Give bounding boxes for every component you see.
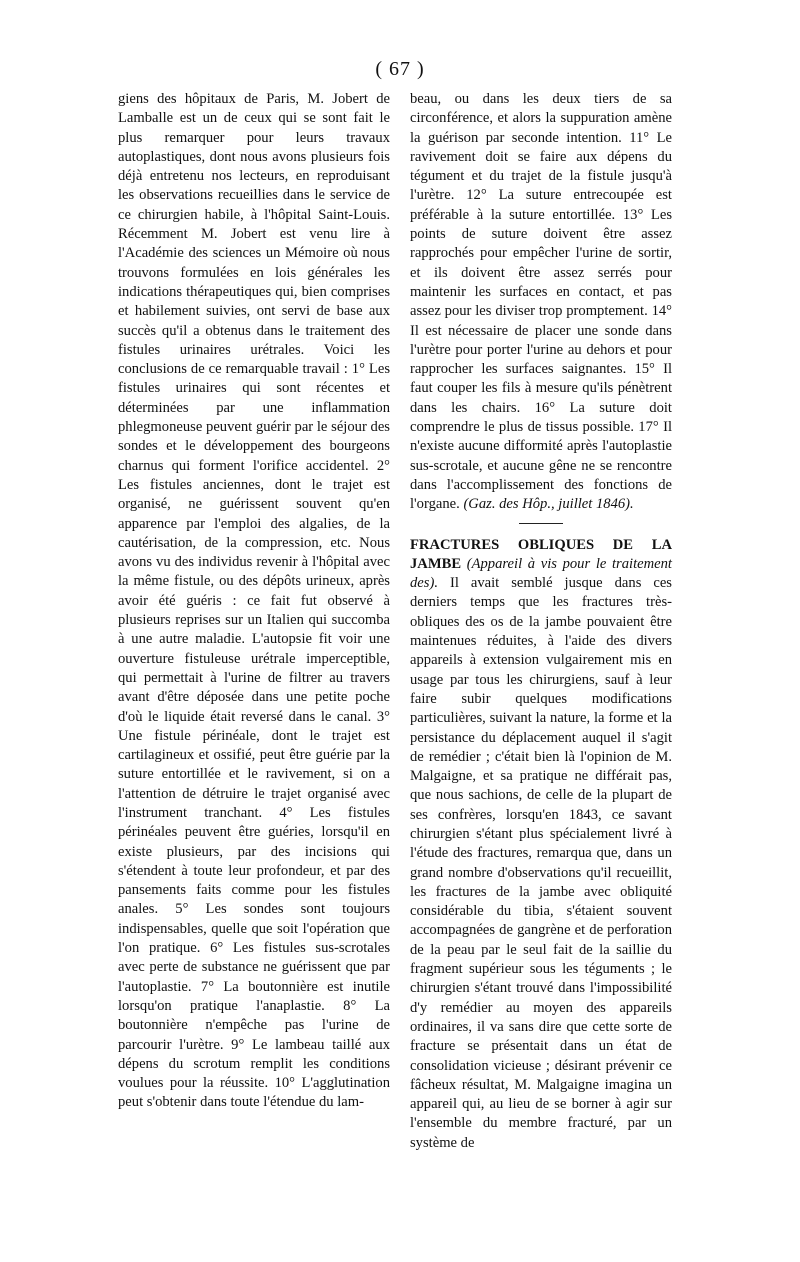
- right-column: [410, 90, 672, 1153]
- section-divider: [519, 523, 563, 524]
- citation: (Gaz. des Hôp., juillet 1846).: [463, 496, 634, 513]
- page-number: ( 67 ): [375, 58, 425, 80]
- right-column-top-paragraph: [410, 90, 672, 515]
- left-column-text: giens des hôpitaux de Paris, M. Jobert de Lamballe est un de ceux qui se sont fait le plus remarquer pour leurs travaux autoplastiques, dont nous avons plusieurs fois déjà entretenu nos lecteurs, en reproduisant les observations recueillies dans le service de ce chirurgien habile, à l'hôpital Saint-Louis. Récemment M. Jobert est venu lire à l'Académie des sciences un Mémoire où nous trouvons formulées en lois générales les indications thérapeutiques qui, bien comprises et habilement suivies, ont servi de base aux succès qu'il a obtenus dans le traitement des fistules urinaires urétrales. Voici les conclusions de ce remarquable travail : 1° Les fistules urinaires qui sont récentes et déterminées par une inflammation phlegmoneuse peuvent guérir par le séjour des sondes et le développement des bourgeons charnus qui forment l'orifice accidentel. 2° Les fistules anciennes, dont le trajet est organisé, ne guérissent souvent qu'en apparence par l'emploi des algalies, de la cautérisation, de la compression, etc. Nous avons vu des individus revenir à l'hôpital avec la même fistule, ou des dépôts urineux, après avoir été guéris : ce fait fut observé à plusieurs reprises sur un Italien qui succomba à une autre maladie. L'autopsie fit voir une ouverture fistuleuse urétrale imperceptible, qui permettait à l'urine de filtrer au travers avant d'être déposée dans une petite poche d'où le liquide était reversé dans le canal. 3° Une fistule périnéale, dont le trajet est cartilagineux et ossifié, peut être guérie par la suture entortillée et le ravivement, si on a l'attention de détruire le trajet organisé avec l'instrument tranchant. 4° Les fistules périnéales peuvent être guéries, lorsqu'il en existe plusieurs, par des incisions qui s'étendent à toute leur profondeur, et par des pansements faits comme pour les fistules anales. 5° Les sondes sont toujours indispensables, quelle que soit l'opération que l'on pratique. 6° Les fistules sus-scrotales avec perte de substance ne guérissent que par l'autoplastie. 7° La boutonnière est inutile lorsqu'on pratique l'anaplastie. 8° La boutonnière n'empêche pas l'urine de parcourir l'urètre. 9° Le lambeau taillé aux dépens du scrotum remplit les conditions voulues pour la réussite. 10° L'agglutination peut s'obtenir dans toute l'étendue du lam-: [118, 91, 390, 1111]
- left-column: [118, 90, 390, 1113]
- section-paragraph: [410, 536, 672, 1154]
- section-heading-title: FRACTURES OBLIQUES DE LA JAMBE: [410, 536, 672, 572]
- right-column-top-text: beau, ou dans les deux tiers de sa circonférence, et alors la suppuration amène la guérison par seconde intention. 11° Le ravivement doit se faire aux dépens du tégument et du trajet de la fistule jusqu'à l'urètre. 12° La suture entrecoupée est préférable à la suture entortillée. 13° Les points de suture doivent être assez rapprochés pour empêcher l'urine de sortir, et ils doivent être assez serrés pour maintenir les surfaces en contact, et pas assez pour les diviser trop promptement. 14° Il est nécessaire de placer une sonde dans l'urètre pour porter l'urine au dehors et pour rapprocher les surfaces saignantes. 15° Il faut couper les fils à mesure qu'ils pénètrent dans les chairs. 16° La suture doit comprendre le plus de tissus possible. 17° Il n'existe aucune difformité après l'autoplastie sus-scrotale, et aucune gêne ne se rencontre dans l'accomplissement des fonctions de l'organe.: [410, 91, 672, 513]
- section-body-text: Il avait semblé jusque dans ces derniers temps que les fractures très-obliques des os de la jambe pouvaient être maintenues réduites, à l'aide des divers appareils à extension vulgairement mis en usage par tous les chirurgiens, sauf à leur faire subir quelques modifications particulières, suivant la nature, la forme et la persistance du déplacement auquel il s'agit de remédier ; c'était bien là l'opinion de M. Malgaigne, et sa pratique ne différait pas, que nous sachions, de celle de la plupart de ses confrères, lorsqu'en 1843, ce savant chirurgien s'étant plus spécialement livré à l'étude des fractures, remarqua que, dans un grand nombre d'observations qu'il recueillit, les fractures de la jambe avec obliquité considérable du tibia, s'étaient souvent accompagnées de gangrène et de perforation de la peau par le seul fait de la saillie du fragment supérieur sous les téguments ; le chirurgien s'étant trouvé dans l'impossibilité d'y remédier au moyen des appareils ordinaires, il va sans dire que cette sorte de fracture se présentait dans un état de consolidation vicieuse ; désirant prévenir ce fâcheux résultat, M. Malgaigne imagina un appareil qui, au lieu de se borner à agir sur l'ensemble du membre fracturé, par un système de: [410, 575, 672, 1151]
- section-heading-subtitle: (Appareil à vis pour le traitement des).: [410, 555, 672, 592]
